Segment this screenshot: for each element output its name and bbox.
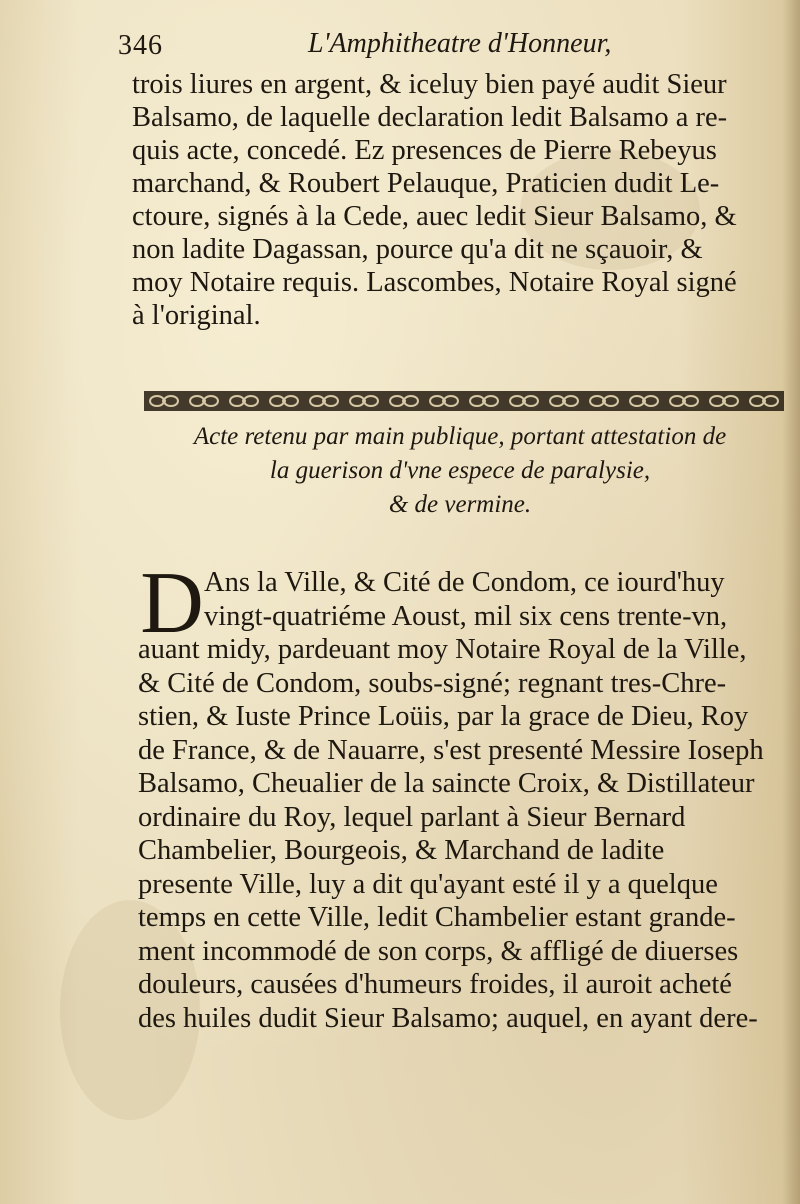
text-line: temps en cette Ville, ledit Chambelier estant grande- <box>138 902 736 933</box>
text-line: & Cité de Condom, soubs-signé; regnant tres-Chre- <box>138 667 727 699</box>
ornament-dot <box>322 399 326 403</box>
text-line: à l'original. <box>132 300 261 331</box>
ornament-dot <box>242 399 246 403</box>
text-line: douleurs, causées d'humeurs froides, il auroit acheté <box>138 969 732 1000</box>
drop-cap: D <box>140 555 204 652</box>
section-title-line: la guerison d'vne espece de paralysie, <box>269 457 651 484</box>
text-line: auant midy, pardeuant moy Notaire Royal de la Ville, <box>138 634 747 665</box>
ornament-dot <box>442 399 446 403</box>
text-line: Ans la Ville, & Cité de Condom, ce iourd'huy <box>204 567 725 598</box>
page-header <box>118 26 678 66</box>
text-line: moy Notaire requis. Lascombes, Notaire Royal signé <box>132 267 737 298</box>
text-line: vingt-quatriéme Aoust, mil six cens trente-vn, <box>204 600 728 632</box>
text-line: non ladite Dagassan, pource qu'a dit ne sçauoir, & <box>132 234 703 265</box>
text-line: ordinaire du Roy, lequel parlant à Sieur Bernard <box>138 801 686 833</box>
text-line: marchand, & Roubert Pelauque, Praticien dudit Le- <box>132 168 720 199</box>
running-title: L'Amphitheatre d'Honneur, <box>308 28 612 59</box>
ornament-dot <box>362 399 366 403</box>
ornament-dot <box>162 399 166 403</box>
text-line: Chambelier, Bourgeois, & Marchand de ladite <box>138 835 665 866</box>
ornament-dot <box>562 399 566 403</box>
ornament-dot <box>682 399 686 403</box>
text-line: stien, & Iuste Prince Loüis, par la grace de Dieu, Roy <box>138 701 749 732</box>
ornament-dot <box>722 399 726 403</box>
ornament-dot <box>602 399 606 403</box>
text-line: presente Ville, luy a dit qu'ayant esté il y a quelque <box>138 868 718 900</box>
text-line: des huiles dudit Sieur Balsamo; auquel, en ayant dere- <box>138 1002 758 1034</box>
section-title-line: Acte retenu par main publique, portant attestation de <box>193 423 727 450</box>
text-line: Balsamo, de laquelle declaration ledit Balsamo a re- <box>132 102 728 133</box>
paragraph-continued <box>132 68 792 332</box>
ornament-dot <box>762 399 766 403</box>
ornament-dot <box>522 399 526 403</box>
text-line: ment incommodé de son corps, & affligé de diuerses <box>138 935 739 967</box>
ornament-dot <box>202 399 206 403</box>
ornament-dot <box>482 399 486 403</box>
text-line: Balsamo, Cheualier de la saincte Croix, & Distillateur <box>138 768 755 799</box>
ornament-dot <box>282 399 286 403</box>
ornament-band <box>144 388 784 414</box>
paragraph-main <box>138 555 798 1035</box>
ornament-dot <box>402 399 406 403</box>
ornament-dot <box>642 399 646 403</box>
text-line: ctoure, signés à la Cede, auec ledit Sieur Balsamo, & <box>132 201 737 232</box>
text-line: quis acte, concedé. Ez presences de Pierre Rebeyus <box>132 135 717 166</box>
text-line: de France, & de Nauarre, s'est presenté Messire Ioseph <box>138 734 764 766</box>
section-title <box>150 420 770 522</box>
page-number: 346 <box>118 30 163 61</box>
text-line: trois liures en argent, & iceluy bien payé audit Sieur <box>132 69 727 100</box>
section-title-line: & de vermine. <box>388 491 532 518</box>
